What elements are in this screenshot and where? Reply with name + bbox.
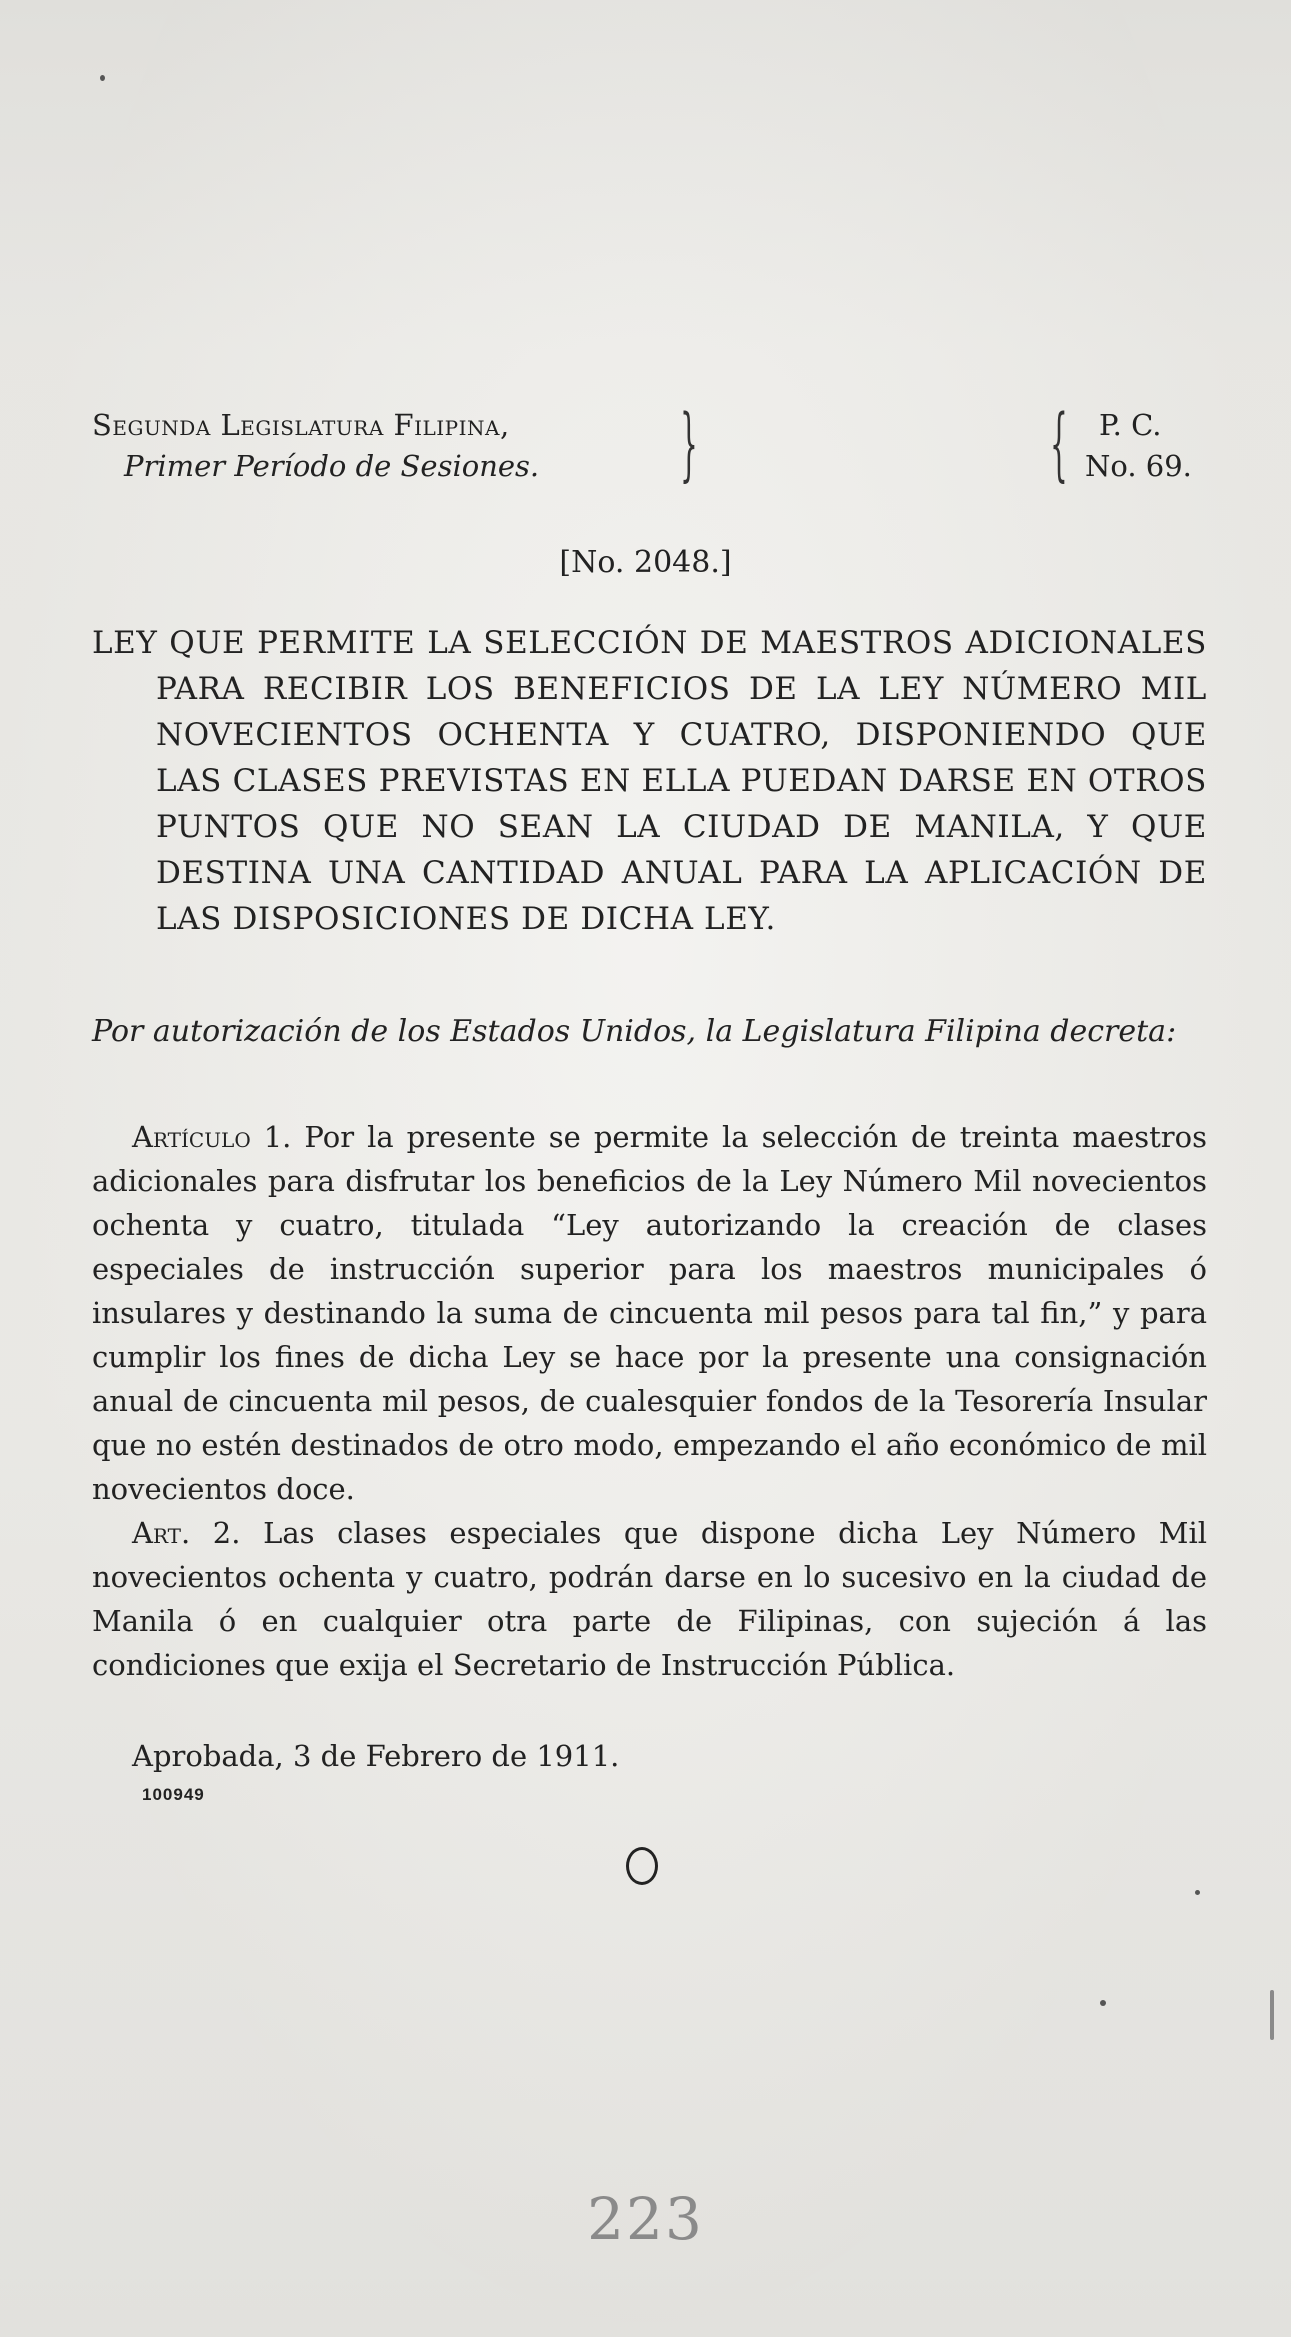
- document-reference: [1085, 405, 1245, 487]
- ink-speck: [1100, 2000, 1106, 2006]
- articles-section: [92, 1115, 1207, 1687]
- article-text: Las clases especiales que dispone dicha Ley Número Mil novecientos ochenta y cuatro, podrán darse en lo sucesivo en la ciudad de Manila ó en cualquier otra parte de Filipinas, con sujeción á las condiciones que exija el Secretario de Instrucción Pública.: [92, 1516, 1207, 1682]
- session-name: Primer Período de Sesiones.: [124, 449, 540, 483]
- enacting-clause: Por autorización de los Estados Unidos, la Legislatura Filipina decreta:: [92, 1014, 1177, 1049]
- ink-speck: [100, 75, 105, 81]
- print-code: 100949: [142, 1785, 205, 1804]
- legislature-header: [92, 405, 732, 487]
- ink-speck: [1270, 1990, 1274, 2040]
- circle-ornament-icon: [626, 1847, 658, 1885]
- opening-brace-icon: {: [1050, 397, 1068, 490]
- article-paragraph: [92, 1511, 1207, 1687]
- legislature-name: Segunda Legislatura Filipina,: [92, 408, 510, 442]
- closing-brace-icon: }: [680, 397, 698, 490]
- bill-number: [No. 2048.]: [559, 545, 732, 580]
- article-text: Por la presente se permite la selección de treinta maestros adicionales para disfrutar los beneficios de la Ley Número Mil novecientos ochenta y cuatro, titulada “Ley autorizando la creación de clases especiales de instrucción superior para los maestros municipales ó insulares y destinando la suma de cincuenta mil pesos para tal fin,” y para cumplir los fines de dicha Ley se hace por la presente una consignación anual de cincuenta mil pesos, de cualesquier fondos de la Tesorería Insular que no estén destinados de otro modo, empezando el año económico de mil novecientos doce.: [92, 1120, 1207, 1506]
- law-title: LEY QUE PERMITE LA SELECCIÓN DE MAESTROS ADICIONALES PARA RECIBIR LOS BENEFICIOS DE LA LEY NÚMERO MIL NOVECIENTOS OCHENTA Y CUATRO, DISPONIENDO QUE LAS CLASES PREVISTAS EN ELLA PUEDAN DARSE EN OTROS PUNTOS QUE NO SEAN LA CIUDAD DE MANILA, Y QUE DESTINA UNA CANTIDAD ANUAL PARA LA APLICACIÓN DE LAS DISPOSICIONES DE DICHA LEY.: [92, 625, 1207, 937]
- article-label: Artículo 1.: [132, 1120, 292, 1154]
- ink-speck: [1195, 1890, 1200, 1895]
- approval-date: Aprobada, 3 de Febrero de 1911.: [132, 1739, 620, 1773]
- article-label: Art. 2.: [132, 1516, 241, 1550]
- page-number: 223: [587, 2185, 704, 2253]
- article-paragraph: [92, 1115, 1207, 1511]
- document-type: P. C.: [1099, 408, 1162, 442]
- document-number: No. 69.: [1085, 449, 1192, 483]
